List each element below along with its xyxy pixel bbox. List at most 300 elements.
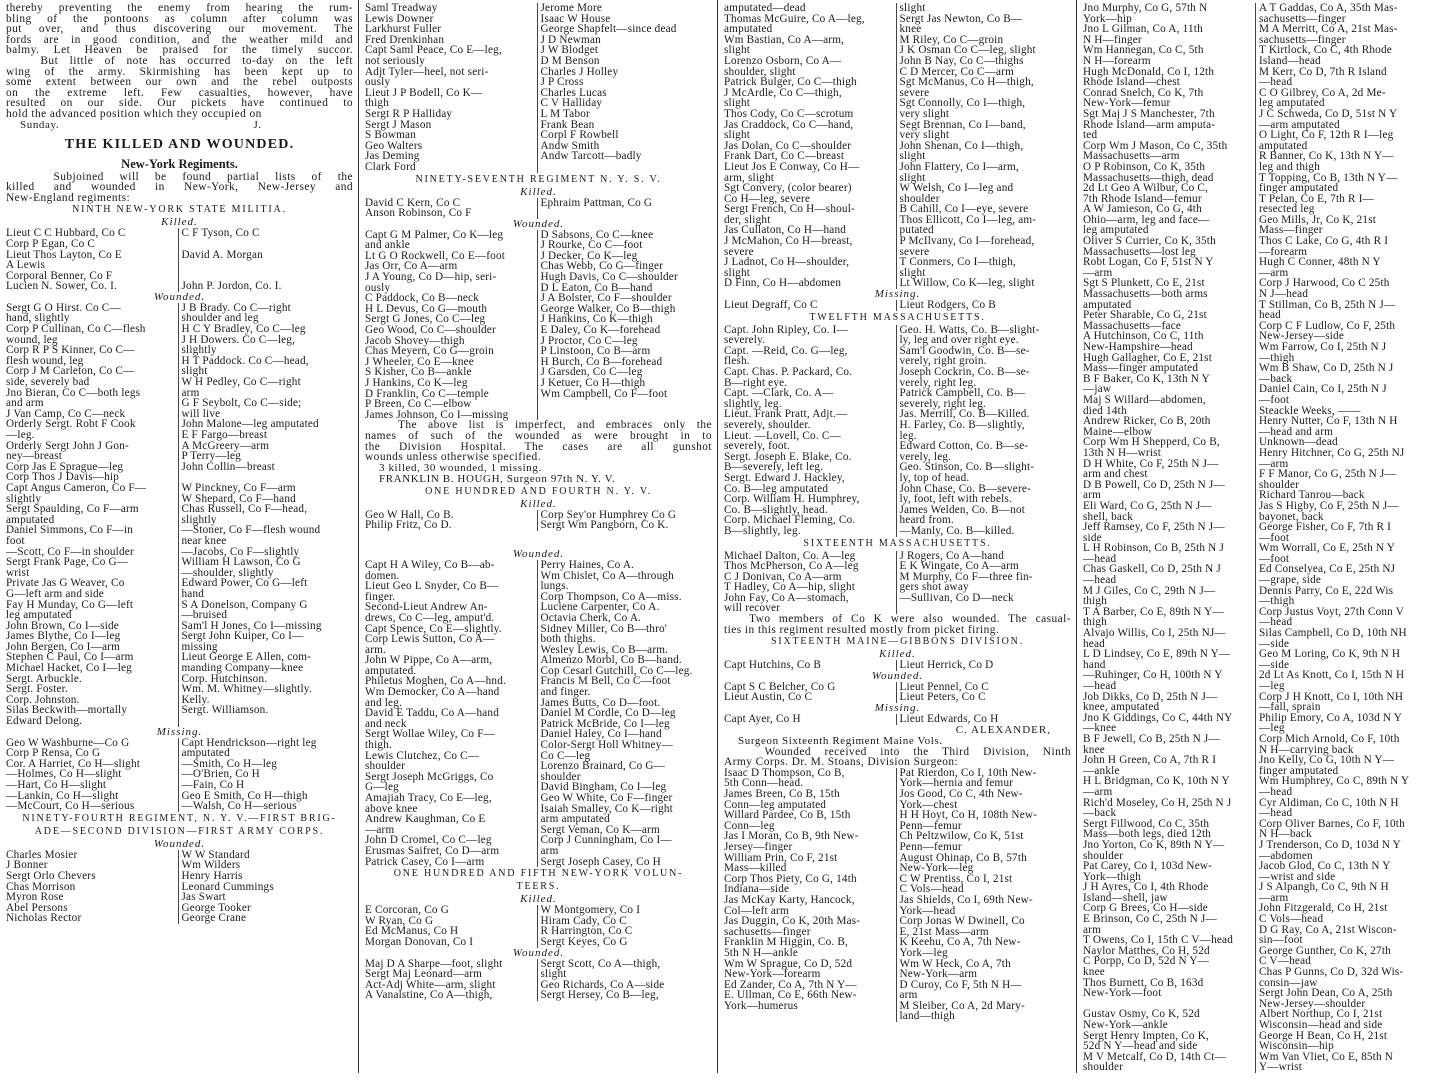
casualty-entry-left: E Corcoran, Co G <box>365 904 449 917</box>
casualty-entry-left: G—leg <box>365 781 399 794</box>
casualty-entry-right: Sergt. Williamson. <box>178 705 354 716</box>
casualty-entry-right: E Daley, Co K—forehead <box>537 325 713 336</box>
casualty-entry-right: resected leg <box>1255 204 1431 215</box>
casualty-entry-left: Sergt. Edward J. Hackley, <box>724 471 845 484</box>
status-subheading: Killed. <box>520 185 557 198</box>
status-subheading: Missing. <box>156 725 203 738</box>
casualty-row <box>1083 1062 1431 1073</box>
casualty-entry-left: —Ruhinger, Co H, 100th N Y <box>1083 669 1223 682</box>
casualty-entry-left: C Porpp, Co D, 52d N Y— <box>1083 955 1210 968</box>
casualty-entry-left: Isaac D Thompson, Co B, <box>724 766 845 779</box>
status-subheading: Wounded. <box>512 547 565 560</box>
casualty-entry-left: 2d Lt Geo A Wilbur, Co C, <box>1083 182 1209 195</box>
casualty-entry-right: Wm W Heck, Co A, 7th <box>896 959 1072 970</box>
casualty-entry-left: Mass—both legs, died 12th <box>1083 828 1212 841</box>
regiment-heading: ONE HUNDRED AND FOURTH N. Y. V. <box>425 485 652 497</box>
signature-line: Sunday. J. <box>20 118 262 131</box>
casualty-entry-left: New-York—forearm <box>724 968 821 981</box>
casualty-row <box>6 589 353 600</box>
casualty-entry-left: Indiana—side <box>724 883 790 896</box>
text-line: resulted on our side. Our pickets have continued to <box>6 97 353 110</box>
casualty-entry-right: Wm Van Vliet, Co E, 85th N <box>1255 1052 1431 1063</box>
text-line: on the extreme left. Few casualties, however, have <box>6 86 353 99</box>
casualty-entry-left: Lieut. —Lovell, Co. C— <box>724 429 841 442</box>
casualty-row <box>724 109 1071 120</box>
casualty-entry-left: Patrick Bulger, Co C—thigh <box>724 76 857 89</box>
casualty-entry-right: Andw Smith <box>537 141 713 152</box>
casualty-entry-right: New-York—leg <box>896 863 1072 874</box>
casualty-entry-right: O Light, Co F, 12th R I—leg <box>1255 130 1431 141</box>
casualty-entry-left: Maj S Willard—abdomen, <box>1083 393 1206 406</box>
casualty-entry-right: J Trenderson, Co D, 103d N Y <box>1255 840 1431 851</box>
casualty-row <box>1083 564 1431 575</box>
casualty-entry-right: James Butts, Co D—foot. <box>537 698 713 709</box>
casualty-entry-right <box>537 399 713 410</box>
casualty-entry-right: ly, foot, left with rebels. <box>896 494 1072 505</box>
casualty-entry-right: amputated <box>178 748 354 759</box>
casualty-entry-left: Jno Murphy, Co G, 57th N <box>1083 2 1208 14</box>
casualty-entry-right <box>178 260 354 271</box>
casualty-entry-right: —abdomen <box>1255 851 1431 862</box>
casualty-entry-left: Jno L Gilman, Co A, 11th <box>1083 23 1203 36</box>
casualty-entry-left: John H Green, Co A, 7th R I <box>1083 754 1217 767</box>
casualty-entry-right: T Pelan, Co E, 7th R I— <box>1255 194 1431 205</box>
casualty-entry-left: Sergt. Arbuckle. <box>6 672 83 685</box>
regiment-heading: SIXTEENTH MAINE—GIBBONS DIVISION. <box>771 636 1024 648</box>
casualty-entry-left: 5th N H—ankle <box>724 946 799 959</box>
casualty-entry-right: Corp. Hutchinson. <box>178 674 354 685</box>
casualty-entry-right <box>537 162 713 173</box>
casualty-entry-left: Frank Dart, Co C—breast <box>724 150 845 163</box>
casualty-entry-left: ously <box>365 281 391 294</box>
casualty-entry-left: Lieut Degraff, Co C <box>724 299 818 312</box>
casualty-entry-right: sachusetts—finger <box>1255 35 1431 46</box>
casualty-entry-left: Jersey—finger <box>724 840 793 853</box>
casualty-entry-right: George Fisher, Co F, 7th R I <box>1255 522 1431 533</box>
casualty-entry-left: Corp P Egan, Co C <box>6 237 96 250</box>
casualty-entry-left: Sergt Fillwood, Co C, 35th <box>1083 817 1210 830</box>
casualty-row <box>1083 734 1431 745</box>
casualty-row <box>365 56 712 67</box>
casualty-entry-left: Lieut. Frank Pratt, Adjt.— <box>724 408 848 421</box>
casualty-entry-left: A Hutchinson, Co C, 11th <box>1083 330 1204 343</box>
casualty-row <box>1083 776 1431 787</box>
casualty-entry-left: J Van Camp, Co C—neck <box>6 407 126 420</box>
casualty-entry-left: Eli Ward, Co G, 25th N J— <box>1083 499 1212 512</box>
casualty-entry-right: finger amputated <box>1255 766 1431 777</box>
casualty-entry-left: Jno Bieran, Co C—both legs <box>6 386 141 399</box>
casualty-entry-left: Corp P Cullinan, Co C—flesh <box>6 323 146 336</box>
casualty-entry-right: John Flattery, Co I—arm, <box>896 162 1072 173</box>
casualty-entry-left: D B Powell, Co D, 25th N J— <box>1083 478 1225 491</box>
casualty-entry-left: Anson Robinson, Co F <box>365 207 472 220</box>
casualty-entry-left: —knee <box>1083 722 1117 735</box>
casualty-entry-right: Corp Jonas W Dwinell, Co <box>896 916 1072 927</box>
casualty-entry-left: Peter Sharable, Co G, 21st <box>1083 309 1207 322</box>
casualty-entry-left: thigh <box>365 97 389 110</box>
casualty-entry-left: Orderly Sergt John J Gon- <box>6 439 129 452</box>
casualty-entry-right: T Topping, Co B, 13th N Y— <box>1255 173 1431 184</box>
casualty-entry-left: Rich'd Moseley, Co H, 25th N J <box>1083 796 1232 809</box>
casualty-entry-right: shoulder <box>1255 480 1431 491</box>
casualty-entry-left: Jacob Shovey—thigh <box>365 334 465 347</box>
casualty-entry-left: knee <box>1083 966 1105 979</box>
casualty-entry-right: slightly <box>178 345 354 356</box>
casualty-row <box>1083 3 1431 14</box>
casualty-entry-left: Sgt Maj J S Manchester, 7th <box>1083 107 1215 120</box>
casualty-entry-right: Corp J H Knott, Co I, 10th NH <box>1255 692 1431 703</box>
casualty-list <box>6 738 353 812</box>
casualty-entry-left: 7th Rhode Island—femur <box>1083 192 1202 205</box>
casualty-entry-right: A T Gaddas, Co A, 35th Mas- <box>1255 3 1431 14</box>
casualty-entry-left: T Owens, Co I, 15th C V—head <box>1083 934 1233 947</box>
casualty-entry-right: D Sabsons, Co C—knee <box>537 230 713 241</box>
casualty-entry-right: George Shapfelt—since dead <box>537 24 713 35</box>
casualty-entry-right: Isaiah Smalley, Co K—right <box>537 804 713 815</box>
casualty-entry-right: John B Nay, Co C—thighs <box>896 56 1072 67</box>
casualty-entry-left: Andrew Kaughman, Co E <box>365 813 486 826</box>
casualty-entry-right: Corp C F Ludlow, Co F, 25th <box>1255 321 1431 332</box>
casualty-entry-right: P Linstoon, Co B—arm <box>537 346 713 357</box>
casualty-row <box>1083 628 1431 639</box>
casualty-entry-left: H L Bridgman, Co K, 10th N Y <box>1083 775 1230 788</box>
text-line: balmy. Let Heaven be praised for the timely succor. <box>6 44 353 57</box>
casualty-entry-right: —foot <box>1255 533 1431 544</box>
casualty-entry-right: J Decker, Co K—leg <box>537 251 713 262</box>
casualty-entry-left: David E Taddu, Co A—hand <box>365 707 500 720</box>
casualty-entry-right: —Walsh, Co H—serious <box>178 801 354 812</box>
status-subheading: Wounded. <box>512 946 565 959</box>
casualty-row <box>1083 988 1431 999</box>
casualty-entry-right: Sgt Connolly, Co I—thigh, <box>896 98 1072 109</box>
casualty-entry-right: Frank Bean <box>537 120 713 131</box>
casualty-entry-right: ly, leg and over right eye. <box>896 335 1072 346</box>
casualty-row <box>365 378 712 389</box>
casualty-entry-left: Conn—leg <box>724 819 775 832</box>
casualty-entry-left: not seriously <box>365 54 426 67</box>
casualty-entry-left: William Prin, Co F, 21st <box>724 851 838 864</box>
casualty-entry-left: Fred Drenkinhan <box>365 33 445 46</box>
casualty-entry-right: consin—jaw <box>1255 978 1431 989</box>
casualty-entry-left: Jas I Moran, Co B, 9th New- <box>724 830 859 843</box>
casualty-entry-left: Cor. A Harriet, Co H—slight <box>6 757 141 770</box>
casualty-entry-left: Philetus Moghen, Co A—hnd. <box>365 675 507 688</box>
casualty-entry-left: Massachusetts—thigh, dead <box>1083 171 1214 184</box>
casualty-entry-left: Sergt Frank Page, Co G— <box>6 556 129 569</box>
casualty-row <box>1083 56 1431 67</box>
casualty-list <box>724 768 1071 1022</box>
casualty-entry-left: D Franklin, Co C—temple <box>365 387 489 400</box>
casualty-entry-left: Lieut Thos Layton, Co E <box>6 248 122 261</box>
casualty-entry-left: Rhode Island—chest <box>1083 76 1181 89</box>
casualty-entry-left: Massachusetts—face <box>1083 319 1182 332</box>
casualty-entry-right: E K Wingate, Co A—arm <box>896 561 1072 572</box>
casualty-entry-right: Thos Ellicott, Co I—leg, am- <box>896 215 1072 226</box>
casualty-row <box>365 990 712 1001</box>
casualty-entry-right: Geo M Loring, Co K, 9th N H <box>1255 649 1431 660</box>
casualty-entry-right: Lieut Edwards, Co H <box>896 714 1072 725</box>
casualty-entry-right: Chas Webb, Co G—finger <box>537 261 713 272</box>
casualty-entry-right: Wm Chislet, Co A—through <box>537 571 713 582</box>
casualty-entry-right: Wm Humphrey, Co C, 89th N Y <box>1255 776 1431 787</box>
regiment-heading: ADE—SECOND DIVISION—FIRST ARMY CORPS. <box>34 825 325 837</box>
casualty-entry-right: —arm <box>1255 893 1431 904</box>
casualty-entry-right: Corp Oliver Barnes, Co F, 10th <box>1255 819 1431 830</box>
casualty-entry-right: George Crane <box>178 913 354 924</box>
casualty-row <box>724 789 1071 800</box>
casualty-entry-left: Geo Wood, Co C—shoulder <box>365 324 496 337</box>
casualty-entry-left: E. Ullman, Co E, 66th New- <box>724 989 857 1002</box>
casualty-list <box>6 228 353 292</box>
casualty-entry-right: Sergt Wm Pangborn, Co K. <box>537 520 713 531</box>
casualty-entry-right: Corp Mich Arnold, Co F, 10th <box>1255 734 1431 745</box>
casualty-entry-left: amputated. <box>365 664 417 677</box>
casualty-entry-left: Capt H A Wiley, Co B—ab- <box>365 558 495 571</box>
casualty-row <box>724 14 1071 25</box>
casualty-entry-left: Job Dikks, Co D, 25th N J— <box>1083 690 1218 703</box>
text-line: ties in this regiment resulted mostly from picket firing. <box>724 623 1000 636</box>
casualty-entry-left: Saml Treadway <box>365 2 438 14</box>
casualty-entry-left: Corp Lewis Sutton, Co A— <box>365 633 495 646</box>
casualty-entry-right: Mass—finger <box>1255 225 1431 236</box>
casualty-entry-right: hand <box>178 589 354 600</box>
casualty-entry-right: Jno Kelly, Co G, 10th N Y— <box>1255 755 1431 766</box>
casualty-entry-right: Jerome More <box>537 3 713 14</box>
casualty-entry-right: Wisconsin—hip <box>1255 1041 1431 1052</box>
casualty-entry-right: very slight <box>896 109 1072 120</box>
casualty-entry-left: James Johnson, Co I—missing <box>365 408 509 421</box>
casualty-entry-right: M A Merritt, Co A, 21st Mas- <box>1255 24 1431 35</box>
casualty-entry-left: Sergt Joseph McGriggs, Co <box>365 770 494 783</box>
casualty-entry-left <box>724 1011 896 1022</box>
text-line: wounds unless otherwise specified. <box>365 451 542 464</box>
casualty-entry-right: George Gunther, Co K, 27th <box>1255 946 1431 957</box>
casualty-entry-right: N H—carrying back <box>1255 745 1431 756</box>
casualty-entry-left: York—humerus <box>724 999 798 1012</box>
casualty-entry-left: —head <box>1083 552 1117 565</box>
casualty-entry-right: —head <box>1255 617 1431 628</box>
casualty-entry-right: York—head <box>896 906 1072 917</box>
casualty-entry-left: Act-Adj White—arm, slight <box>365 978 496 991</box>
casualty-entry-right: Co C—leg <box>537 751 713 762</box>
casualty-entry-right: Ed Conselyea, Co E, 25th NJ <box>1255 564 1431 575</box>
casualty-entry-left: Oliver S Currier, Co K, 35th <box>1083 235 1216 248</box>
casualty-entry-right: —thigh <box>1255 596 1431 607</box>
casualty-entry-left: Myron Rose <box>6 891 64 904</box>
casualty-entry-right: C W Prentiss, Co I, 21st <box>896 874 1072 885</box>
paragraph <box>724 747 1071 768</box>
casualty-entry-left: domen. <box>365 569 400 582</box>
paragraph <box>365 420 712 462</box>
casualty-entry-left: C Paddock, Co B—neck <box>365 292 480 305</box>
casualty-entry-left: amputated <box>6 513 55 526</box>
casualty-entry-left: —McCourt, Co H—serious <box>6 800 135 813</box>
casualty-entry-left: C J Donivan, Co A—arm <box>724 570 842 583</box>
casualty-entry-right: Wm Worrall, Co E, 25th N Y <box>1255 543 1431 554</box>
casualty-entry-right: slight <box>178 366 354 377</box>
casualty-entry-right: T Conmers, Co I—thigh, <box>896 257 1072 268</box>
casualty-entry-left: J McArdle, Co C—thigh, <box>724 86 842 99</box>
casualty-entry-right: James Welden, Co. B—not <box>896 505 1072 516</box>
casualty-entry-left: amputated—dead <box>724 2 806 14</box>
casualty-entry-left: Thos McPherson, Co A—leg <box>724 560 859 573</box>
casualty-row <box>6 557 353 568</box>
status-subheading: Killed. <box>879 648 916 661</box>
casualty-entry-left: Daniel Simmons, Co F—in <box>6 524 134 537</box>
casualty-entry-left: Alvajo Willis, Co I, 25th NJ— <box>1083 627 1226 640</box>
casualty-row <box>365 272 712 283</box>
casualty-entry-left: B—right eye. <box>724 376 788 389</box>
casualty-entry-left: Hugh McDonald, Co I, 12th <box>1083 65 1215 78</box>
casualty-entry-left: M V Metcalf, Co D, 14th Ct— <box>1083 1050 1226 1063</box>
section-headline: THE KILLED AND WOUNDED. <box>64 136 295 152</box>
casualty-entry-left: shoulder <box>1083 1061 1124 1074</box>
casualty-entry-left: Jno K Giddings, Co C, 44th NY <box>1083 711 1233 724</box>
text-line: The above list is imperfect, and embraces only the <box>365 419 712 432</box>
casualty-entry-right: Sergt John Kuiper, Co I— <box>178 631 354 642</box>
text-line: Two members of Co K were also wounded. The casual- <box>724 613 1071 626</box>
casualty-entry-left: M J Giles, Co C, 29th N J— <box>1083 584 1216 597</box>
casualty-entry-left: New-York—ankle <box>1083 1019 1168 1031</box>
casualty-entry-left: above knee <box>365 802 418 815</box>
casualty-entry-left: slight <box>724 44 751 57</box>
casualty-entry-right: leg and thigh <box>1255 162 1431 173</box>
casualty-entry-right: arm <box>537 846 713 857</box>
casualty-entry-right: ly, top of head. <box>896 473 1072 484</box>
casualty-entry-right: Lieut Rodgers, Co B <box>896 300 1072 311</box>
casualty-entry-right: —Sullivan, Co D—neck <box>896 593 1072 604</box>
casualty-entry-right: Jas S Higby, Co F, 25th N J— <box>1255 501 1431 512</box>
casualty-entry-left: Col—left arm <box>724 904 789 917</box>
section-subheadline: New-York Regiments. <box>121 156 238 171</box>
casualty-entry-right: John Fitzgerald, Co H, 21st <box>1255 903 1431 914</box>
casualty-entry-left: severely, shoulder. <box>724 418 811 431</box>
status-subheading: Missing. <box>874 288 921 301</box>
casualty-entry-right: Luciene Carpenter, Co A. <box>537 602 713 613</box>
casualty-entry-right: Henry Harris <box>178 871 354 882</box>
casualty-entry-right: George Walker, Co B—thigh <box>537 304 713 315</box>
casualty-entry-right: J H Dowers. Co C—leg, <box>178 335 354 346</box>
casualty-entry-right: H Burch, Co B—forehead <box>537 357 713 368</box>
casualty-row <box>724 842 1071 853</box>
casualty-entry-left: Silas Beckwith—mortally <box>6 704 128 717</box>
casualty-entry-right: —Smith, Co H—leg <box>178 759 354 770</box>
casualty-entry-left: hand, slightly <box>6 312 70 325</box>
casualty-entry-left: Jas Duggin, Co K, 20th Mas- <box>724 915 861 928</box>
casualty-entry-left: Wm Bastian, Co A—arm, <box>724 33 845 46</box>
casualty-entry-left: J Wheeler, Co E—knee <box>365 355 474 368</box>
casualty-entry-right: E, 21st Mass—arm <box>896 927 1072 938</box>
text-line: killed and wounded in New-York, New-Jersey and <box>6 181 353 194</box>
casualty-entry-left: leg amputated <box>1083 224 1149 237</box>
casualty-row <box>1083 755 1431 766</box>
casualty-entry-left: N H—forearm <box>1083 54 1151 67</box>
casualty-entry-left: died 14th <box>1083 404 1127 417</box>
casualty-entry-right: Dennis Parry, Co E, 22d Wis <box>1255 586 1431 597</box>
casualty-row <box>6 536 353 547</box>
casualty-entry-right: shoulder and leg <box>178 313 354 324</box>
casualty-row <box>365 613 712 624</box>
casualty-entry-left: Sergt G Jones, Co C—leg <box>365 313 486 326</box>
casualty-entry-left: J Ladnot, Co H—shoulder, <box>724 256 850 269</box>
casualty-entry-right: Ch Peltzwilow, Co K, 51st <box>896 831 1072 842</box>
casualty-entry-left: J H Ayres, Co I, 4th Rhode <box>1083 881 1209 894</box>
casualty-entry-left: B—slightly, leg. <box>724 524 801 537</box>
casualty-entry-left: Corporal Benner, Co F <box>6 269 113 282</box>
regiment-heading: NINETY-FOURTH REGIMENT, N. Y. V.—FIRST BRIG- <box>22 812 337 824</box>
casualty-entry-right: —bruised <box>178 610 354 621</box>
casualty-entry-left: Thos Burnett, Co B, 163d <box>1083 976 1204 989</box>
casualty-entry-left: Lieut Jos E Conway, Co H— <box>724 160 860 173</box>
casualty-entry-right: severe <box>896 88 1072 99</box>
regiment-heading: NINTH NEW-YORK STATE MILITIA. <box>72 204 287 216</box>
casualty-entry-right: Jas Swart <box>178 892 354 903</box>
casualty-row <box>1083 787 1431 798</box>
casualty-entry-left: Conn—leg amputated <box>724 798 827 811</box>
casualty-entry-left: and neck <box>365 717 407 730</box>
casualty-entry-left: Corp. William H. Humphrey, <box>724 493 860 506</box>
casualty-entry-right: John Shenan, Co I—thigh, <box>896 141 1072 152</box>
casualty-row <box>6 250 353 261</box>
casualty-entry-left: Corp Wm H Shepperd, Co B, <box>1083 436 1220 449</box>
casualty-row <box>1083 1052 1431 1063</box>
casualty-entry-right: George Tooker <box>178 903 354 914</box>
casualty-row <box>6 871 353 882</box>
casualty-entry-left: O P Robinson, Co K, 35th <box>1083 160 1206 173</box>
casualty-entry-right: Y—wrist <box>1255 1062 1431 1073</box>
casualty-entry-right: Sergt Jas Newton, Co B— <box>896 14 1072 25</box>
casualty-entry-left: shell, back <box>1083 510 1134 523</box>
text-line: Army Corps. Dr. M. Stoans, Division Surgeon: <box>724 756 959 769</box>
casualty-list <box>724 551 1071 615</box>
casualty-entry-right: B Cahill, Co I—eye, severe <box>896 204 1072 215</box>
casualty-entry-left: will recover <box>724 602 781 615</box>
casualty-entry-left: Sgt S Plunkett, Co E, 21st <box>1083 277 1205 290</box>
status-subheading: Killed. <box>161 216 198 229</box>
casualty-entry-right: Cyr Aldiman, Co C, 10th N H <box>1255 798 1431 809</box>
casualty-entry-left: ney—breast <box>6 450 63 463</box>
casualty-row <box>724 346 1071 357</box>
casualty-entry-left: Lewis Downer <box>365 12 434 25</box>
casualty-row <box>724 120 1071 131</box>
casualty-entry-right: —side <box>1255 660 1431 671</box>
casualty-entry-right: W Shepard, Co F—hand <box>178 494 354 505</box>
casualty-entry-right: slight <box>896 173 1072 184</box>
casualty-entry-left: arm <box>1083 489 1101 502</box>
status-subheading: Killed. <box>520 497 557 510</box>
casualty-entry-left: Sergt Maj Leonard—arm <box>365 968 483 981</box>
text-line: wing of the army. Skirmishing has been kept up to <box>6 65 353 78</box>
casualty-entry-left: New-York—femur <box>1083 97 1171 110</box>
casualty-row <box>724 420 1071 431</box>
casualty-entry-right: Corp Justus Voyt, 27th Conn V <box>1255 607 1431 618</box>
text-line: New-England regiments: <box>6 191 131 204</box>
casualty-entry-right: arm <box>896 990 1072 1001</box>
regiment-heading: TWELFTH MASSACHUSETTS. <box>809 311 986 323</box>
casualty-entry-left: —head <box>1083 574 1117 587</box>
casualty-entry-left: Stephen C Paul, Co I—arm <box>6 651 134 664</box>
casualty-entry-right: C D Mercer, Co C—arm <box>896 67 1072 78</box>
casualty-entry-right: Edward Power, Co G—left <box>178 578 354 589</box>
casualty-entry-left: severely, foot. <box>724 440 790 453</box>
casualty-entry-right: S A Donelson, Company G <box>178 600 354 611</box>
casualty-entry-right: Wm. M. Whitney—slightly. <box>178 684 354 695</box>
casualty-entry-left: York—hip <box>1083 12 1132 25</box>
casualty-entry-left: severe <box>724 245 754 258</box>
casualty-entry-left: Jas Cullaton, Co H—hand <box>724 224 847 237</box>
casualty-entry-left: Morgan Donovan, Co I <box>365 935 474 948</box>
casualty-entry-right: —grape, side <box>1255 575 1431 586</box>
